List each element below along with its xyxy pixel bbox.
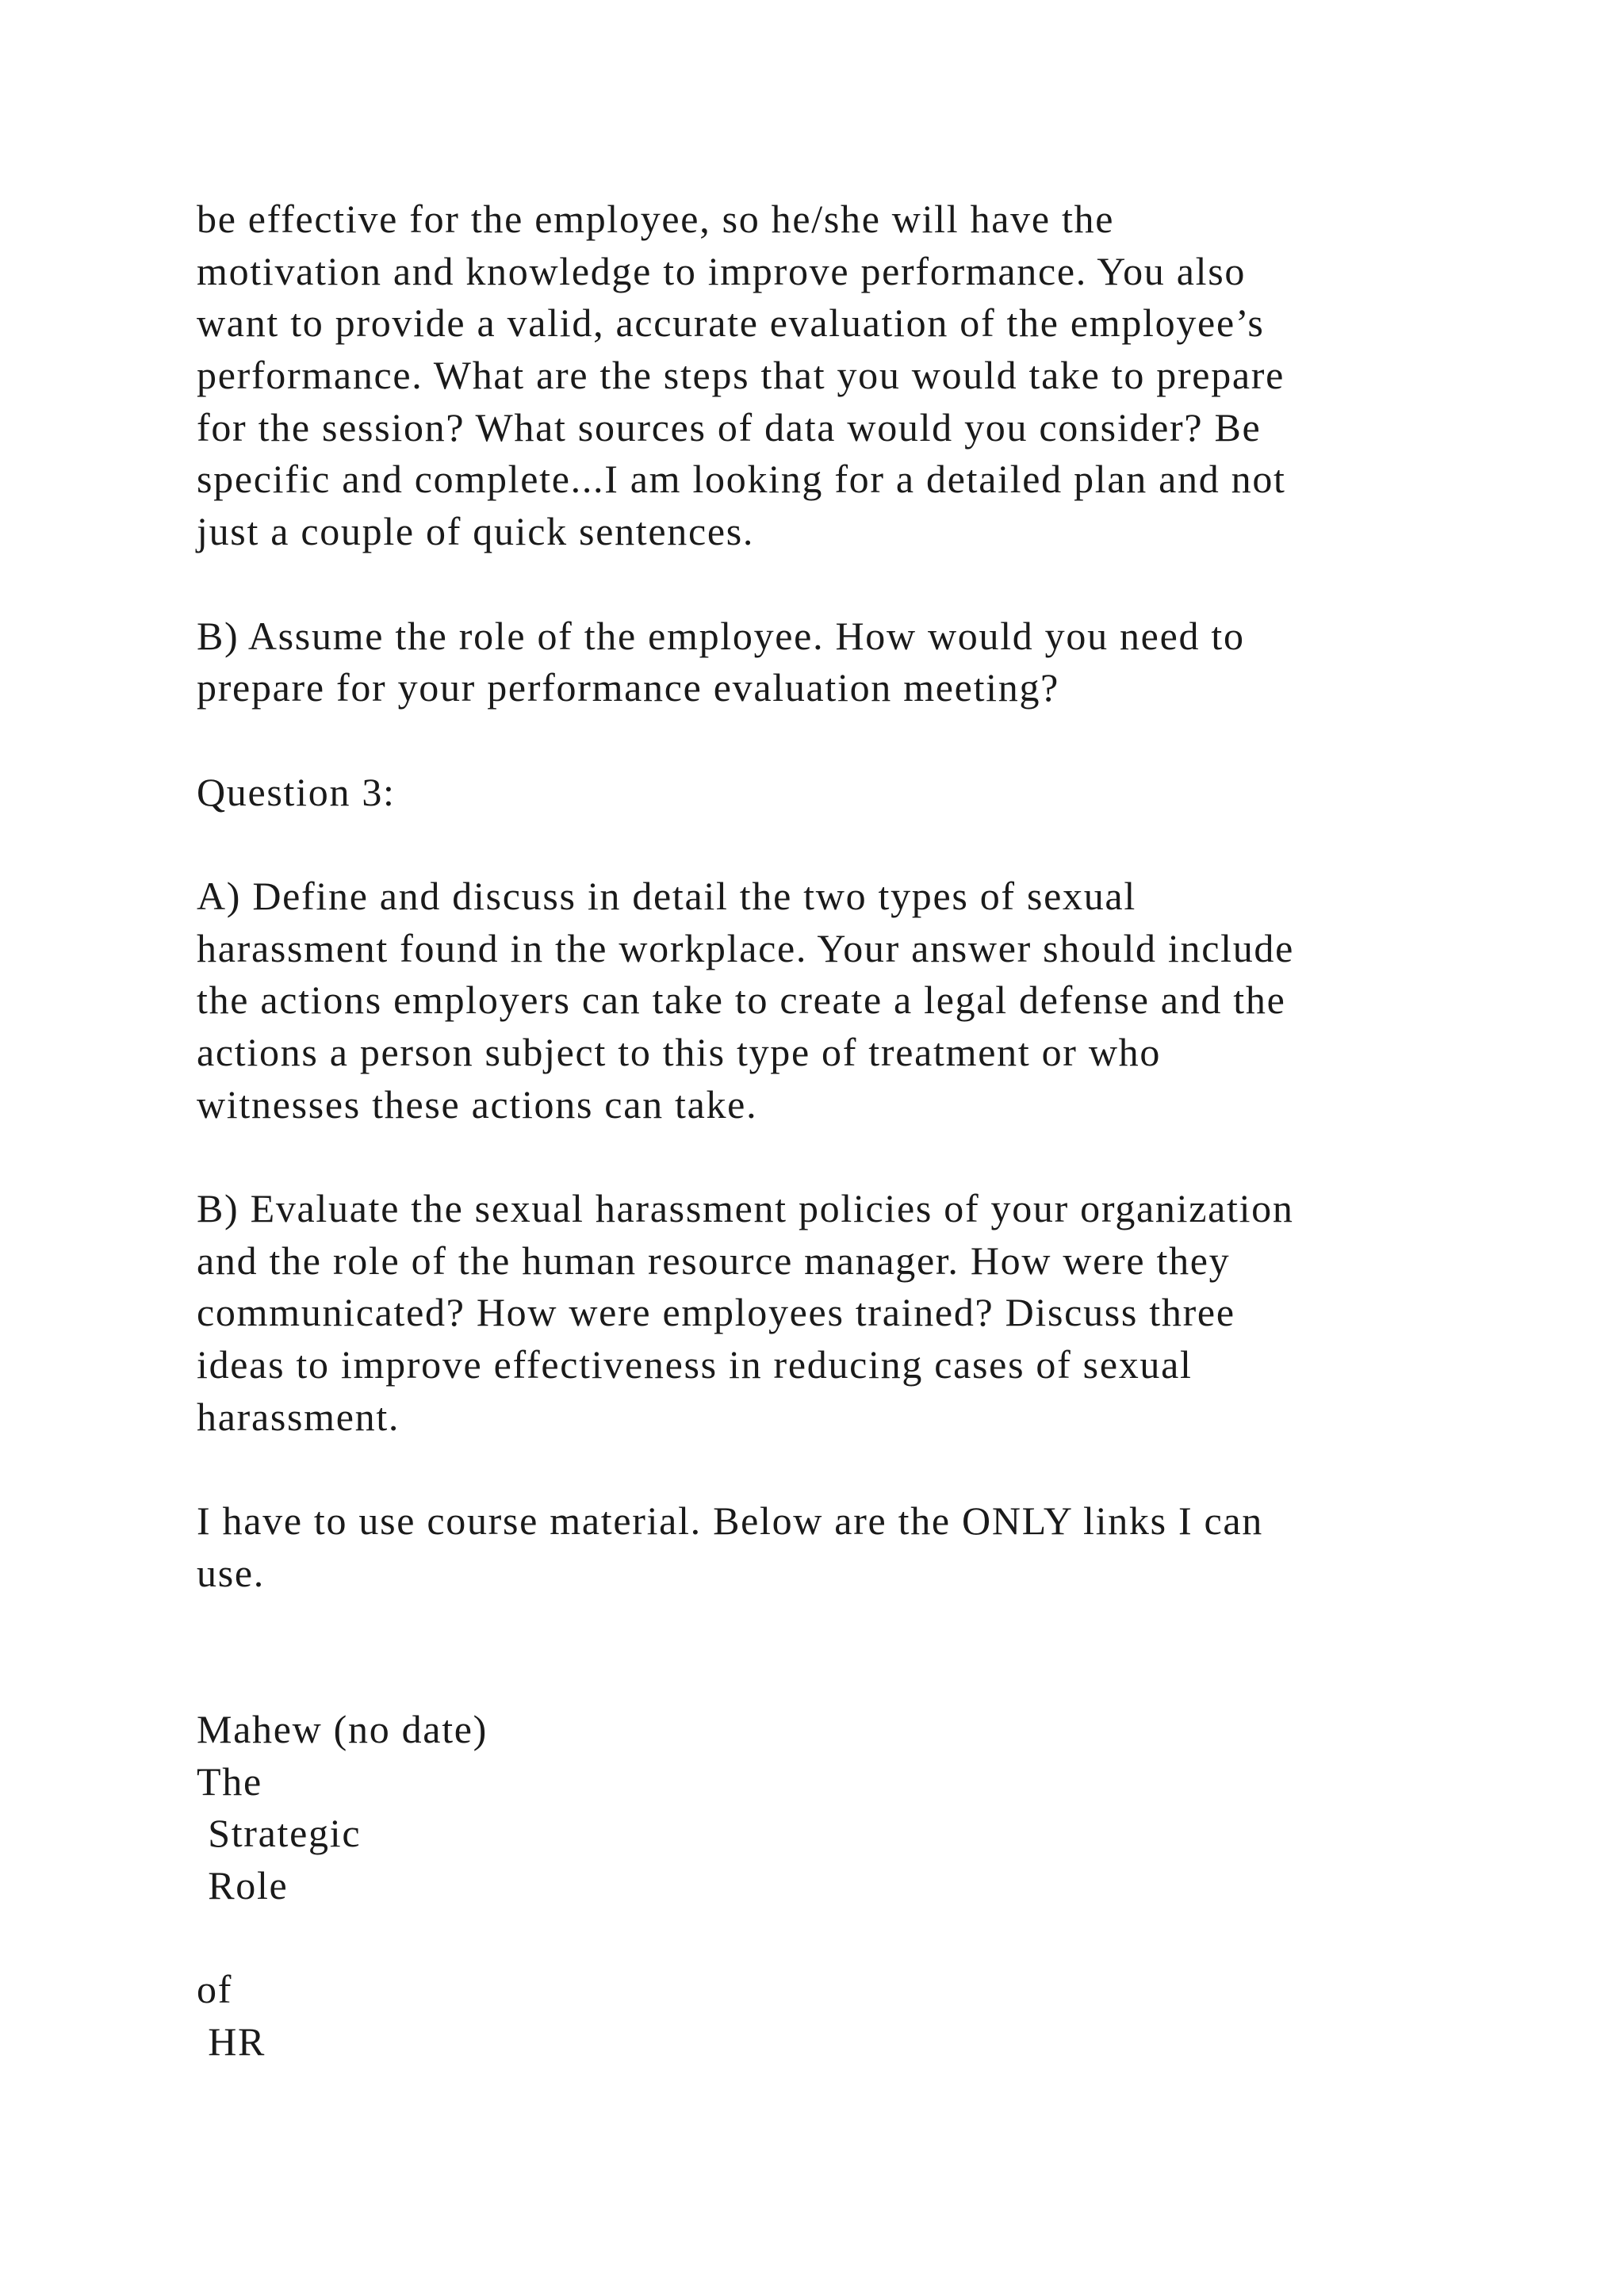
reference-entry <box>197 1704 1434 2068</box>
reference-line: Mahew (no date) <box>197 1706 488 1751</box>
text-line: B) Evaluate the sexual harassment policies of your organization <box>197 1186 1294 1231</box>
text-line: use. <box>197 1550 265 1595</box>
reference-line: of <box>197 1967 233 2012</box>
text-line: motivation and knowledge to improve performance. You also <box>197 248 1247 293</box>
paragraph-employee-role <box>197 610 1434 714</box>
text-line: be effective for the employee, so he/she will have the <box>197 197 1115 241</box>
paragraph-spacer <box>197 1651 1434 1704</box>
reference-line: HR <box>197 2019 266 2064</box>
text-line: harassment. <box>197 1394 400 1439</box>
question-heading: Question 3: <box>197 769 396 814</box>
text-line: A) Define and discuss in detail the two types of sexual <box>197 873 1136 918</box>
text-line: communicated? How were employees trained? Discuss three <box>197 1290 1235 1335</box>
text-line: witnesses these actions can take. <box>197 1081 758 1127</box>
text-line: for the session? What sources of data would you consider? Be <box>197 404 1262 450</box>
text-line: ideas to improve effectiveness in reducing cases of sexual <box>197 1342 1193 1387</box>
reference-line: Strategic <box>197 1811 362 1856</box>
text-line: want to provide a valid, accurate evaluation of the employee’s <box>197 300 1265 346</box>
reference-line <box>197 1912 1434 1965</box>
paragraph-course-material <box>197 1495 1434 1599</box>
text-line: I have to use course material. Below are the ONLY links I can <box>197 1498 1264 1544</box>
text-line: prepare for your performance evaluation meeting? <box>197 665 1060 710</box>
paragraph-harassment-types <box>197 871 1434 1131</box>
text-line: performance. What are the steps that you would take to prepare <box>197 353 1285 398</box>
reference-line: Role <box>197 1863 289 1908</box>
paragraph-harassment-policies <box>197 1183 1434 1443</box>
text-line: just a couple of quick sentences. <box>197 509 755 554</box>
text-line: specific and complete...I am looking for a detailed plan and not <box>197 457 1286 502</box>
text-line: and the role of the human resource manager. How were they <box>197 1238 1231 1283</box>
text-line: B) Assume the role of the employee. How would you need to <box>197 613 1245 658</box>
text-line: actions a person subject to this type of treatment or who <box>197 1030 1162 1074</box>
paragraph-performance-session <box>197 193 1434 558</box>
document-body <box>197 193 1434 2068</box>
text-line: the actions employers can take to create a legal defense and the <box>197 978 1286 1023</box>
paragraph-spacer <box>197 1131 1434 1183</box>
paragraph-spacer <box>197 1444 1434 1496</box>
text-line: harassment found in the workplace. Your answer should include <box>197 925 1294 970</box>
reference-line: The <box>197 1758 262 1804</box>
paragraph-spacer <box>197 714 1434 767</box>
paragraph-spacer <box>197 1600 1434 1652</box>
paragraph-spacer <box>197 558 1434 610</box>
paragraph-spacer <box>197 818 1434 871</box>
